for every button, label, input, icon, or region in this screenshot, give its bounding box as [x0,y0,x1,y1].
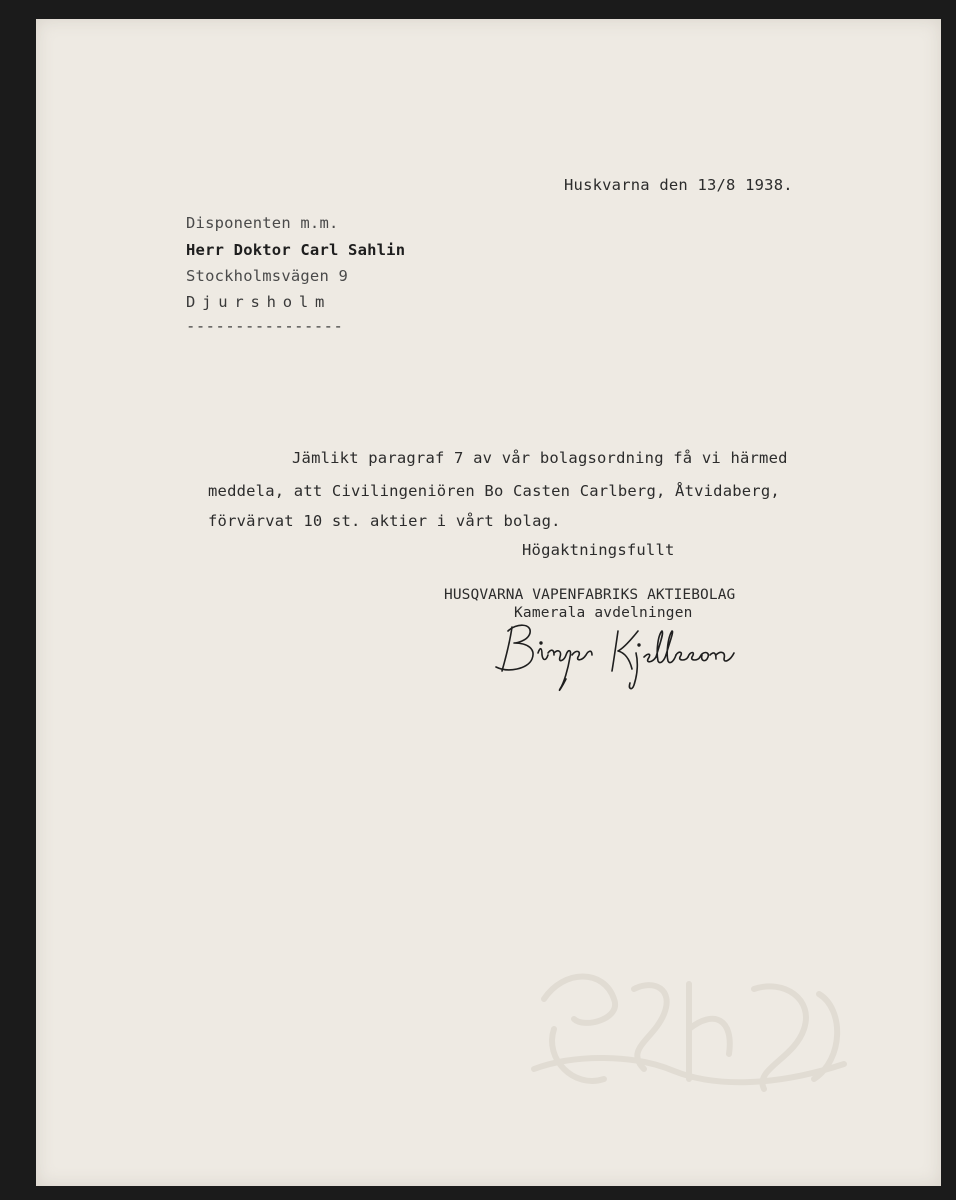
body-line-3: förvärvat 10 st. aktier i vårt bolag. [208,512,561,530]
address-underline: ---------------- [186,317,344,335]
company-name: HUSQVARNA VAPENFABRIKS AKTIEBOLAG [444,587,736,603]
date-line: Huskvarna den 13/8 1938. [564,176,793,194]
recipient-street: Stockholmsvägen 9 [186,267,349,285]
watermark-emblem [514,959,864,1109]
body-line-2: meddela, att Civilingeniören Bo Casten Carlberg, Åtvidaberg, [208,482,780,500]
closing-salutation: Högaktningsfullt [522,541,675,559]
recipient-title: Disponenten m.m. [186,214,339,232]
body-line-1: Jämlikt paragraf 7 av vår bolagsordning få vi härmed [292,449,788,467]
recipient-city: Djursholm [186,293,332,311]
handwritten-signature [488,609,768,699]
recipient-name: Herr Doktor Carl Sahlin [186,241,406,259]
letter-page [36,19,941,1186]
department-name: Kamerala avdelningen [514,605,693,621]
